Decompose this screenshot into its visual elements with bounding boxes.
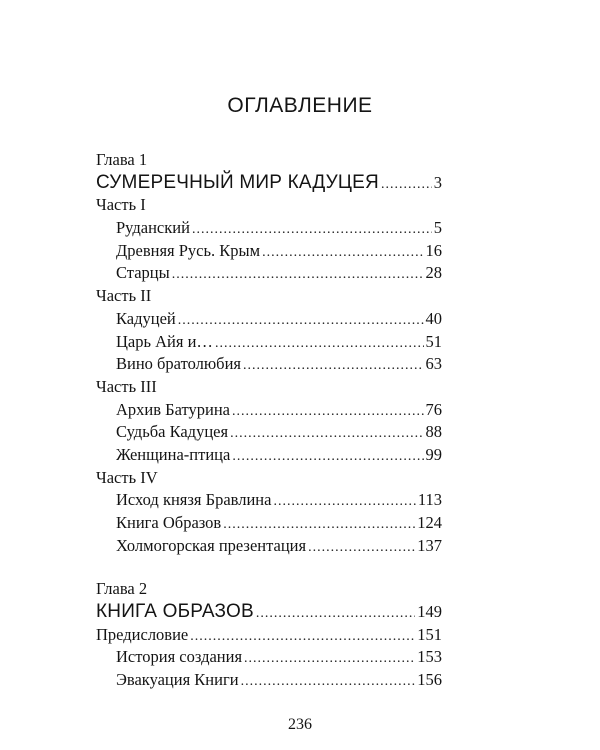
chapter-entry[interactable] bbox=[96, 601, 442, 624]
page-number: 88 bbox=[425, 422, 442, 442]
entry-title: Древняя Русь. Крым bbox=[116, 240, 261, 260]
toc-entry[interactable] bbox=[96, 262, 442, 285]
entry-title: Кадуцей bbox=[116, 308, 176, 328]
toc-entry[interactable] bbox=[96, 535, 442, 558]
toc-entry[interactable] bbox=[96, 646, 442, 669]
chapter-title: КНИГА ОБРАЗОВ bbox=[96, 601, 254, 623]
chapter-title: СУМЕРЕЧНЫЙ МИР КАДУЦЕЯ bbox=[96, 171, 379, 193]
page-number: 63 bbox=[425, 354, 442, 374]
page-number: 3 bbox=[433, 172, 442, 192]
toc-title: ОГЛАВЛЕНИЕ bbox=[227, 94, 373, 117]
page-number: 16 bbox=[425, 240, 442, 260]
entry-title: Книга Образов bbox=[116, 513, 222, 532]
dot-leader bbox=[172, 264, 424, 287]
part-label: Часть II bbox=[96, 286, 152, 306]
entry-title: Предисловие bbox=[96, 624, 189, 644]
page-number: 28 bbox=[425, 263, 442, 283]
dot-leader bbox=[243, 355, 424, 378]
page-number: 51 bbox=[425, 331, 442, 351]
dot-leader bbox=[244, 648, 415, 671]
toc-entry[interactable] bbox=[96, 217, 442, 240]
preface-entry[interactable] bbox=[96, 624, 442, 647]
entry-title: Холмогорская презентация bbox=[116, 535, 307, 555]
toc-entry[interactable] bbox=[96, 308, 442, 331]
page-number: 151 bbox=[417, 624, 442, 644]
entry-title: Царь Айя и… bbox=[116, 331, 213, 351]
entry-title: История создания bbox=[116, 647, 243, 667]
part-label: Часть I bbox=[96, 195, 146, 215]
toc-entry[interactable] bbox=[96, 399, 442, 422]
table-of-contents bbox=[96, 149, 442, 692]
dot-leader bbox=[381, 174, 432, 197]
chapter-label: Глава 2 bbox=[96, 579, 148, 599]
entry-title: Судьба Кадуцея bbox=[116, 422, 229, 442]
entry-title: Исход князя Бравлина bbox=[116, 490, 272, 510]
toc-entry[interactable] bbox=[96, 512, 442, 535]
dot-leader bbox=[256, 603, 415, 626]
page-number: 5 bbox=[433, 218, 442, 238]
entry-title: Эвакуация Книги bbox=[116, 670, 239, 690]
page-number: 153 bbox=[417, 647, 442, 667]
entry-title: Старцы bbox=[116, 263, 170, 283]
part-label: Часть IV bbox=[96, 467, 158, 487]
toc-entry[interactable] bbox=[96, 669, 442, 692]
page-number: 40 bbox=[425, 308, 442, 328]
page-number: 149 bbox=[417, 602, 442, 622]
dot-leader bbox=[230, 423, 423, 446]
dot-leader bbox=[190, 626, 415, 649]
page-number: 124 bbox=[417, 513, 442, 532]
entry-title: Архив Батурина bbox=[116, 399, 231, 419]
dot-leader bbox=[192, 219, 432, 242]
toc-entry[interactable] bbox=[96, 353, 442, 376]
page-number: 76 bbox=[425, 399, 442, 419]
entry-title: Вино братолюбия bbox=[116, 354, 241, 374]
page-number: 113 bbox=[417, 490, 442, 510]
dot-leader bbox=[241, 671, 416, 694]
dot-leader bbox=[262, 242, 423, 265]
entry-title: Женщина-птица bbox=[116, 444, 231, 464]
toc-entry[interactable] bbox=[96, 331, 442, 354]
dot-leader bbox=[273, 491, 415, 514]
toc-entry[interactable] bbox=[96, 240, 442, 263]
page-number: 156 bbox=[417, 670, 442, 690]
toc-entry[interactable] bbox=[96, 444, 442, 467]
toc-entry[interactable] bbox=[96, 421, 442, 444]
page-number: 99 bbox=[425, 444, 442, 464]
part-label: Часть III bbox=[96, 376, 157, 396]
dot-leader bbox=[215, 333, 424, 356]
dot-leader bbox=[232, 401, 423, 424]
entry-title: Руданский bbox=[116, 218, 190, 238]
dot-leader bbox=[223, 514, 415, 537]
chapter-entry[interactable] bbox=[96, 172, 442, 195]
page-number: 137 bbox=[417, 535, 442, 555]
toc-entry[interactable] bbox=[96, 489, 442, 512]
spacer bbox=[96, 557, 442, 578]
dot-leader bbox=[308, 537, 415, 560]
chapter-label: Глава 1 bbox=[96, 150, 148, 169]
dot-leader bbox=[178, 310, 424, 333]
page-folio-number: 236 bbox=[288, 716, 312, 733]
dot-leader bbox=[232, 446, 423, 469]
